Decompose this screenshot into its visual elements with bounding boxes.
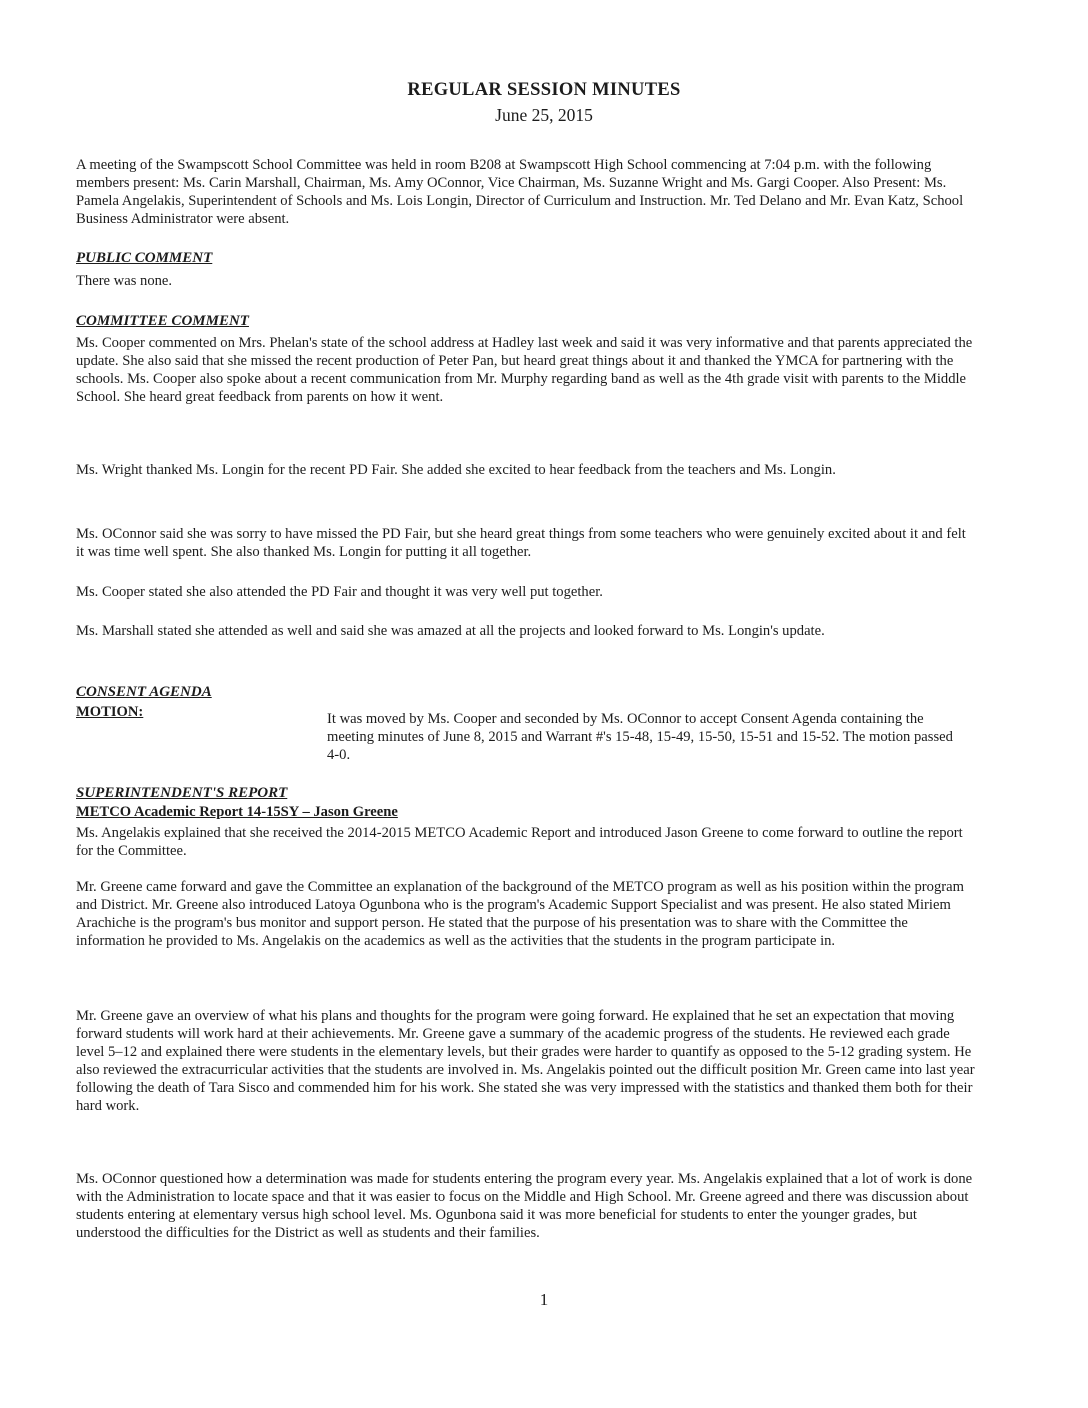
document-title: REGULAR SESSION MINUTES	[407, 80, 681, 100]
public-comment-heading: PUBLIC COMMENT	[76, 250, 213, 266]
superintendent-report-paragraph: Ms. OConnor questioned how a determination was made for students entering the program every year. Ms. Angelakis explained that a lot of work is done with the Administration to locate space and that it was easier to focus on the Middle and High School. Mr. Greene agreed and there was discussion about students entering at elementary versus high school level. Ms. Ogunbona said it was more beneficial for students to enter the younger grades, but understood the difficulties for the District as well as students and their families.	[76, 1171, 973, 1241]
committee-comment-paragraph: Ms. Marshall stated she attended as well and said she was amazed at all the projects and looked forward to Ms. Longin's update.	[76, 623, 825, 639]
meeting-date: June 25, 2015	[495, 105, 593, 125]
superintendent-report-paragraph: Mr. Greene came forward and gave the Committee an explanation of the background of the METCO program as well as his position within the program and District. Mr. Greene also introduced Latoya Ogunbona who is the program's Academic Support Specialist and was present. He also stated Miriem Arachiche is the program's bus monitor and support person. He stated that the purpose of his presentation was to share with the Committee the information he provided to Ms. Angelakis on the academics as well as the activities that the students in the program participate in.	[76, 879, 964, 949]
consent-agenda-heading: CONSENT AGENDA	[76, 684, 212, 700]
motion-label: MOTION:	[76, 704, 144, 720]
committee-comment-paragraph: Ms. Wright thanked Ms. Longin for the recent PD Fair. She added she excited to hear feedback from the teachers and Ms. Longin.	[76, 462, 836, 478]
committee-comment-heading: COMMITTEE COMMENT	[76, 313, 249, 329]
page-number: 1	[539, 1290, 549, 1309]
superintendent-report-heading: SUPERINTENDENT'S REPORT	[76, 785, 288, 801]
committee-comment-paragraph: Ms. OConnor said she was sorry to have missed the PD Fair, but she heard great things from some teachers who were genuinely excited about it and felt it was time well spent. She also thanked Ms. Longin for putting it all together.	[76, 526, 966, 560]
intro-paragraph: A meeting of the Swampscott School Committee was held in room B208 at Swampscott High School commencing at 7:04 p.m. with the following members present: Ms. Carin Marshall, Chairman, Ms. Amy OConnor, Vice Chairman, Ms. Suzanne Wright and Ms. Gargi Cooper. Also Present: Ms. Pamela Angelakis, Superintendent of Schools and Ms. Lois Longin, Director of Curriculum and Instruction. Mr. Ted Delano and Mr. Evan Katz, School Business Administrator were absent.	[76, 157, 964, 227]
committee-comment-paragraph: Ms. Cooper commented on Mrs. Phelan's state of the school address at Hadley last week and said it was very informative and that parents appreciated the update. She also said that she missed the recent production of Peter Pan, but heard great things about it and thanked the YMCA for partnering with the schools. Ms. Cooper also spoke about a recent communication from Mr. Murphy regarding band as well as the 4th grade visit with parents to the Middle School. She heard great feedback from parents on how it went.	[76, 335, 973, 405]
metco-report-subheading: METCO Academic Report 14-15SY – Jason Greene	[76, 804, 398, 820]
public-comment-text: There was none.	[76, 273, 173, 289]
superintendent-report-paragraph: Mr. Greene gave an overview of what his plans and thoughts for the program were going forward. He explained that he set an expectation that moving forward students will work hard at their achievements. Mr. Greene gave a summary of the academic progress of the students. He reviewed each grade level 5–12 and explained there were students in the elementary levels, but their grades were harder to quantify as opposed to the 5-12 grading system. He also reviewed the extracurricular activities that the students are involved in. Ms. Angelakis pointed out the difficult position Mr. Green came into last year following the death of Tara Sisco and commended him for his work. She stated she was very impressed with the statistics and thanked them both for their hard work.	[76, 1008, 975, 1114]
superintendent-report-paragraph: Ms. Angelakis explained that she received the 2014-2015 METCO Academic Report and introduced Jason Greene to come forward to outline the report for the Committee.	[76, 825, 963, 859]
motion-text: It was moved by Ms. Cooper and seconded by Ms. OConnor to accept Consent Agenda containing the meeting minutes of June 8, 2015 and Warrant #'s 15-48, 15-49, 15-50, 15-51 and 15-52. The motion passed 4-0.	[327, 711, 953, 763]
committee-comment-paragraph: Ms. Cooper stated she also attended the PD Fair and thought it was very well put together.	[76, 584, 603, 600]
